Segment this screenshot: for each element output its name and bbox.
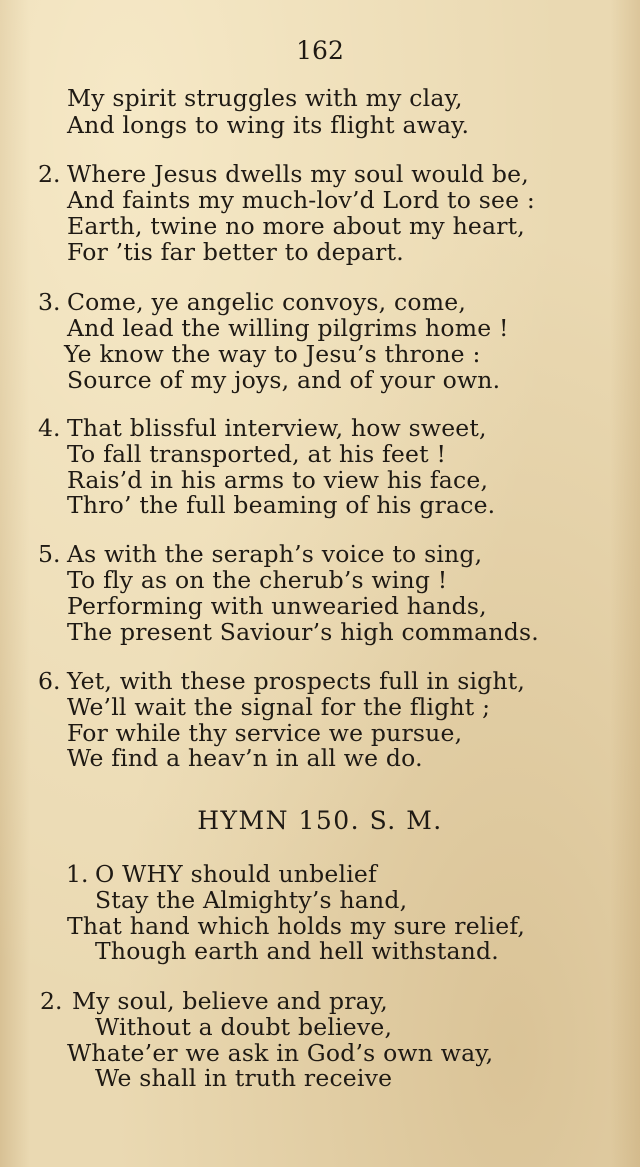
verse-line: Thro’ the full beaming of his grace. [67, 491, 496, 519]
verse-number: 2. [38, 160, 61, 188]
verse-number: 4. [38, 414, 61, 442]
verse-line: Earth, twine no more about my heart, [67, 212, 525, 240]
verse-number: 5. [38, 540, 61, 568]
verse-line: Stay the Almighty’s hand, [95, 886, 408, 914]
verse-line: And faints my much-lov’d Lord to see : [67, 186, 535, 214]
verse-line: Rais’d in his arms to view his face, [67, 466, 489, 494]
verse-line: For ’tis far better to depart. [67, 238, 404, 266]
hymn-title: HYMN 150. S. M. [197, 806, 443, 835]
verse-line: Yet, with these prospects full in sight, [67, 667, 526, 695]
verse-line: Source of my joys, and of your own. [67, 366, 501, 394]
verse-line: To fall transported, at his feet ! [67, 440, 447, 468]
verse-number: 3. [38, 288, 61, 316]
verse-line: Though earth and hell withstand. [95, 937, 499, 965]
verse-line: Performing with unwearied hands, [67, 592, 487, 620]
verse-line: Where Jesus dwells my soul would be, [67, 160, 529, 188]
verse-line: My soul, believe and pray, [72, 987, 388, 1015]
verse-line: That hand which holds my sure relief, [67, 912, 526, 940]
verse-line: The present Saviour’s high commands. [67, 618, 539, 646]
verse-line: Whate’er we ask in God’s own way, [67, 1039, 494, 1067]
verse-line: And lead the willing pilgrims home ! [67, 314, 509, 342]
verse-line: We find a heav’n in all we do. [67, 744, 423, 772]
verse-line: O WHY should unbelief [95, 860, 377, 888]
page-number: 162 [296, 36, 344, 65]
verse-line: For while thy service we pursue, [67, 719, 463, 747]
verse-line: We’ll wait the signal for the flight ; [67, 693, 491, 721]
verse-number: 2. [40, 987, 63, 1015]
verse-line: As with the seraph’s voice to sing, [67, 540, 483, 568]
verse-line: Without a doubt believe, [95, 1013, 393, 1041]
continuation-line: My spirit struggles with my clay, [67, 84, 463, 112]
continuation-line: And longs to wing its flight away. [67, 111, 470, 139]
verse-line: To fly as on the cherub’s wing ! [67, 566, 448, 594]
verse-line: That blissful interview, how sweet, [67, 414, 487, 442]
verse-line: Come, ye angelic convoys, come, [67, 288, 466, 316]
verse-number: 1. [66, 860, 89, 888]
verse-line: We shall in truth receive [95, 1064, 393, 1092]
verse-number: 6. [38, 667, 61, 695]
verse-line: Ye know the way to Jesu’s throne : [64, 340, 481, 368]
